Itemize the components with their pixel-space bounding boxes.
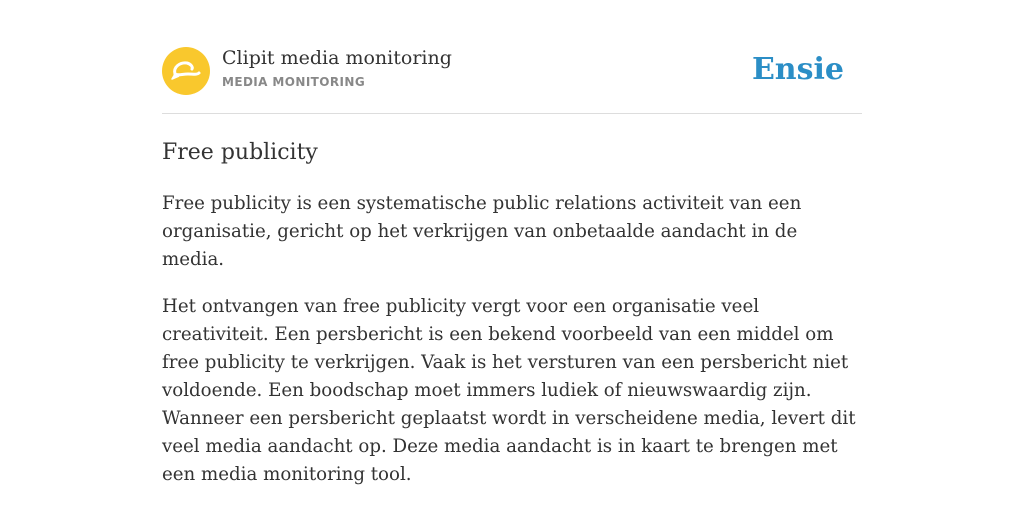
brand-logo[interactable]: [162, 47, 210, 95]
brand-subtitle: MEDIA MONITORING: [222, 75, 366, 89]
page-title: Free publicity: [162, 140, 318, 165]
paragraph-1: Free publicity is een systematische public relations activiteit van een organisatie, gericht op het verkrijgen van onbetaalde aandacht in de media.: [162, 193, 802, 270]
speech-bubble-icon: [162, 47, 210, 95]
header: [162, 46, 862, 114]
site-logo[interactable]: Ensie: [751, 52, 844, 87]
brand-name[interactable]: Clipit media monitoring: [222, 47, 452, 69]
paragraph-2: Het ontvangen van free publicity vergt voor een organisatie veel creativiteit. Een persbericht is een bekend voorbeeld van een middel om free publicity te verkrijgen. Vaak is het versturen van een persbericht niet voldoende. Een boodschap moet immers ludiek of nieuwswaardig zijn. Wanneer een persbericht geplaatst wordt in verscheidene media, levert dit veel media aandacht op. Deze media aandacht is in kaart te brengen met een media monitoring tool.: [162, 296, 856, 485]
content-card: [162, 46, 862, 489]
